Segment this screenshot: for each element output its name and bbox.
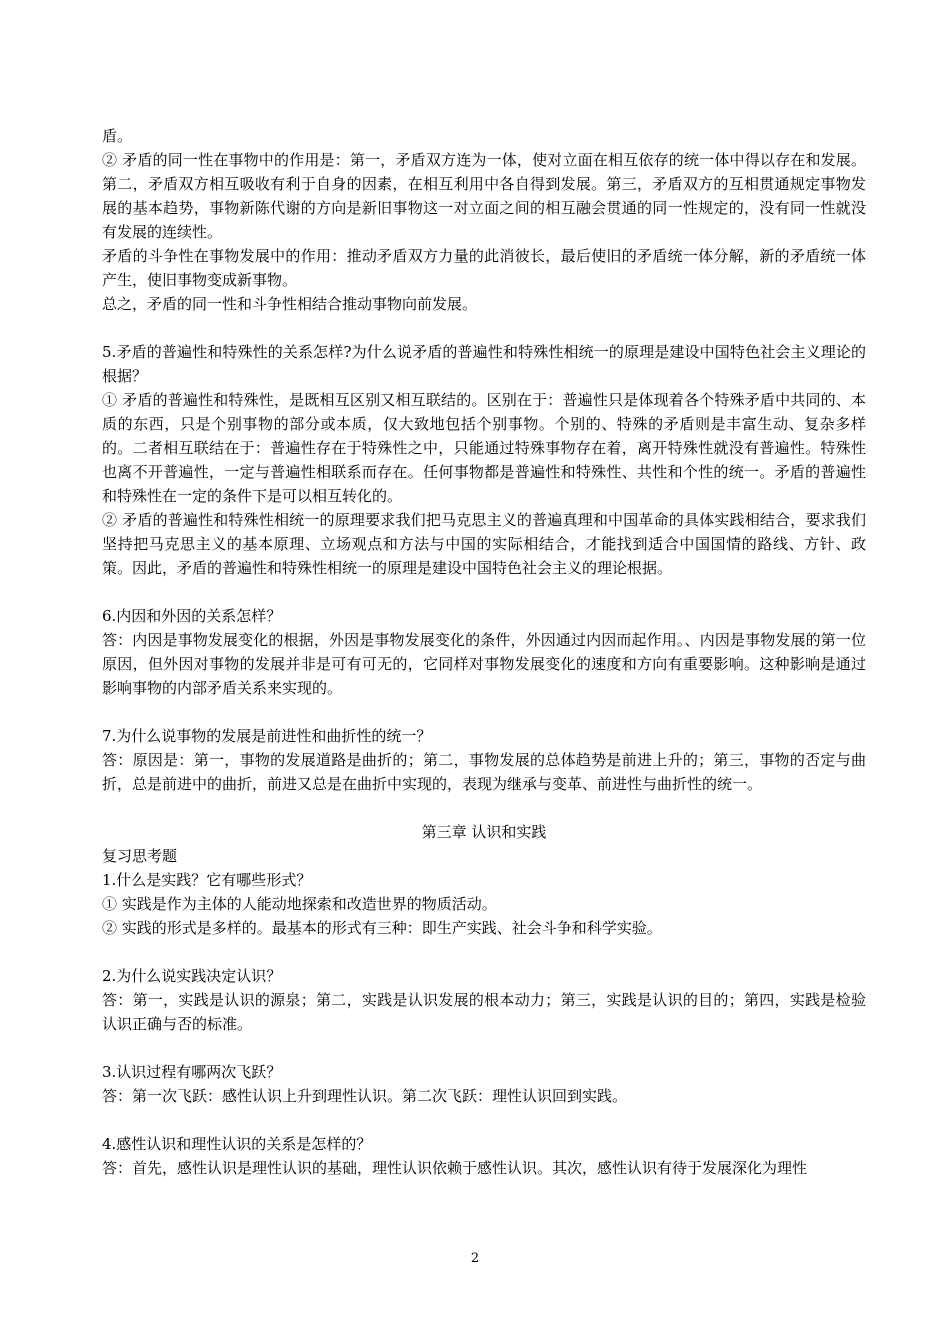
question-heading: 7.为什么说事物的发展是前进性和曲折性的统一？: [102, 727, 432, 745]
section-label: 复习思考题: [102, 847, 178, 865]
question-heading: 3.认识过程有哪两次飞跃？: [102, 1063, 282, 1081]
paragraph: 答：原因是：第一，事物的发展道路是曲折的；第二，事物发展的总体趋势是前进上升的；第三，事物的否定与曲折，总是前进中的曲折，前进又总是在曲折中实现的，表现为继承与变革、前进性与曲折性的统一。: [102, 751, 866, 793]
paragraph: ② 实践的形式是多样的。最基本的形式有三种：即生产实践、社会斗争和科学实验。: [102, 919, 662, 937]
paragraph: 答：内因是事物发展变化的根据，外因是事物发展变化的条件，外因通过内因而起作用。、内因是事物发展的第一位原因，但外因对事物的发展并非是可有可无的，它同样对事物发展变化的速度和方向有重要影响。这种影响是通过影响事物的内部矛盾关系来实现的。: [102, 631, 866, 697]
paragraph-gap: [102, 316, 866, 340]
question-heading: 2.为什么说实践决定认识？: [102, 967, 282, 985]
paragraph-gap: [102, 700, 866, 724]
question-heading: 6.内因和外因的关系怎样？: [102, 607, 282, 625]
paragraph: ① 实践是作为主体的人能动地探索和改造世界的物质活动。: [102, 895, 497, 913]
paragraph-gap: [102, 580, 866, 604]
paragraph: ① 矛盾的普遍性和特殊性，是既相互区别又相互联结的。区别在于：普遍性只是体现着各个特殊矛盾中共同的、本质的东西，只是个别事物的部分或本质，仅大致地包括个别事物。个别的、特殊的矛盾则是丰富生动、复杂多样的。二者相互联结在于：普遍性存在于特殊性之中，只能通过特殊事物存在着，离开特殊性就没有普遍性。特殊性也离不开普遍性，一定与普遍性相联系而存在。任何事物都是普遍性和特殊性、共性和个性的统一。矛盾的普遍性和特殊性在一定的条件下是可以相互转化的。: [102, 391, 866, 505]
paragraph: 总之，矛盾的同一性和斗争性相结合推动事物向前发展。: [102, 295, 478, 313]
paragraph: 答：第一次飞跃：感性认识上升到理性认识。第二次飞跃：理性认识回到实践。: [102, 1087, 628, 1105]
question-heading: 4.感性认识和理性认识的关系是怎样的？: [102, 1135, 372, 1153]
paragraph: ② 矛盾的同一性在事物中的作用是：第一，矛盾双方连为一体，使对立面在相互依存的统一体中得以存在和发展。第二，矛盾双方相互吸收有利于自身的因素，在相互利用中各自得到发展。第三，矛盾双方的互相贯通规定事物发展的基本趋势，事物新陈代谢的方向是新旧事物这一对立面之间的相互融会贯通的同一性规定的，没有同一性就没有发展的连续性。: [102, 151, 866, 241]
paragraph-gap: [102, 796, 866, 820]
paragraph: 矛盾的斗争性在事物发展中的作用：推动矛盾双方力量的此消彼长，最后使旧的矛盾统一体分解，新的矛盾统一体产生，使旧事物变成新事物。: [102, 247, 866, 289]
paragraph-gap: [102, 940, 866, 964]
paragraph-gap: [102, 1108, 866, 1132]
chapter-title: 第三章 认识和实践: [421, 823, 547, 841]
question-heading: 1.什么是实践？它有哪些形式？: [102, 871, 312, 889]
page-number: 2: [470, 1251, 480, 1266]
paragraph-gap: [102, 1036, 866, 1060]
paragraph: 答：首先，感性认识是理性认识的基础，理性认识依赖于感性认识。其次，感性认识有待于发展深化为理性: [102, 1159, 808, 1177]
question-heading: 5.矛盾的普遍性和特殊性的关系怎样?为什么说矛盾的普遍性和特殊性相统一的原理是建设中国特色社会主义理论的根据？: [102, 343, 866, 385]
paragraph: 答：第一，实践是认识的源泉；第二，实践是认识发展的根本动力；第三，实践是认识的目的；第四，实践是检验认识正确与否的标准。: [102, 991, 866, 1033]
body-text: [102, 124, 866, 1180]
paragraph: 盾。: [102, 127, 133, 145]
paragraph: ② 矛盾的普遍性和特殊性相统一的原理要求我们把马克思主义的普遍真理和中国革命的具体实践相结合，要求我们坚持把马克思主义的基本原理、立场观点和方法与中国的实际相结合，才能找到适合中国国情的路线、方针、政策。因此，矛盾的普遍性和特殊性相统一的原理是建设中国特色社会主义的理论根据。: [102, 511, 866, 577]
